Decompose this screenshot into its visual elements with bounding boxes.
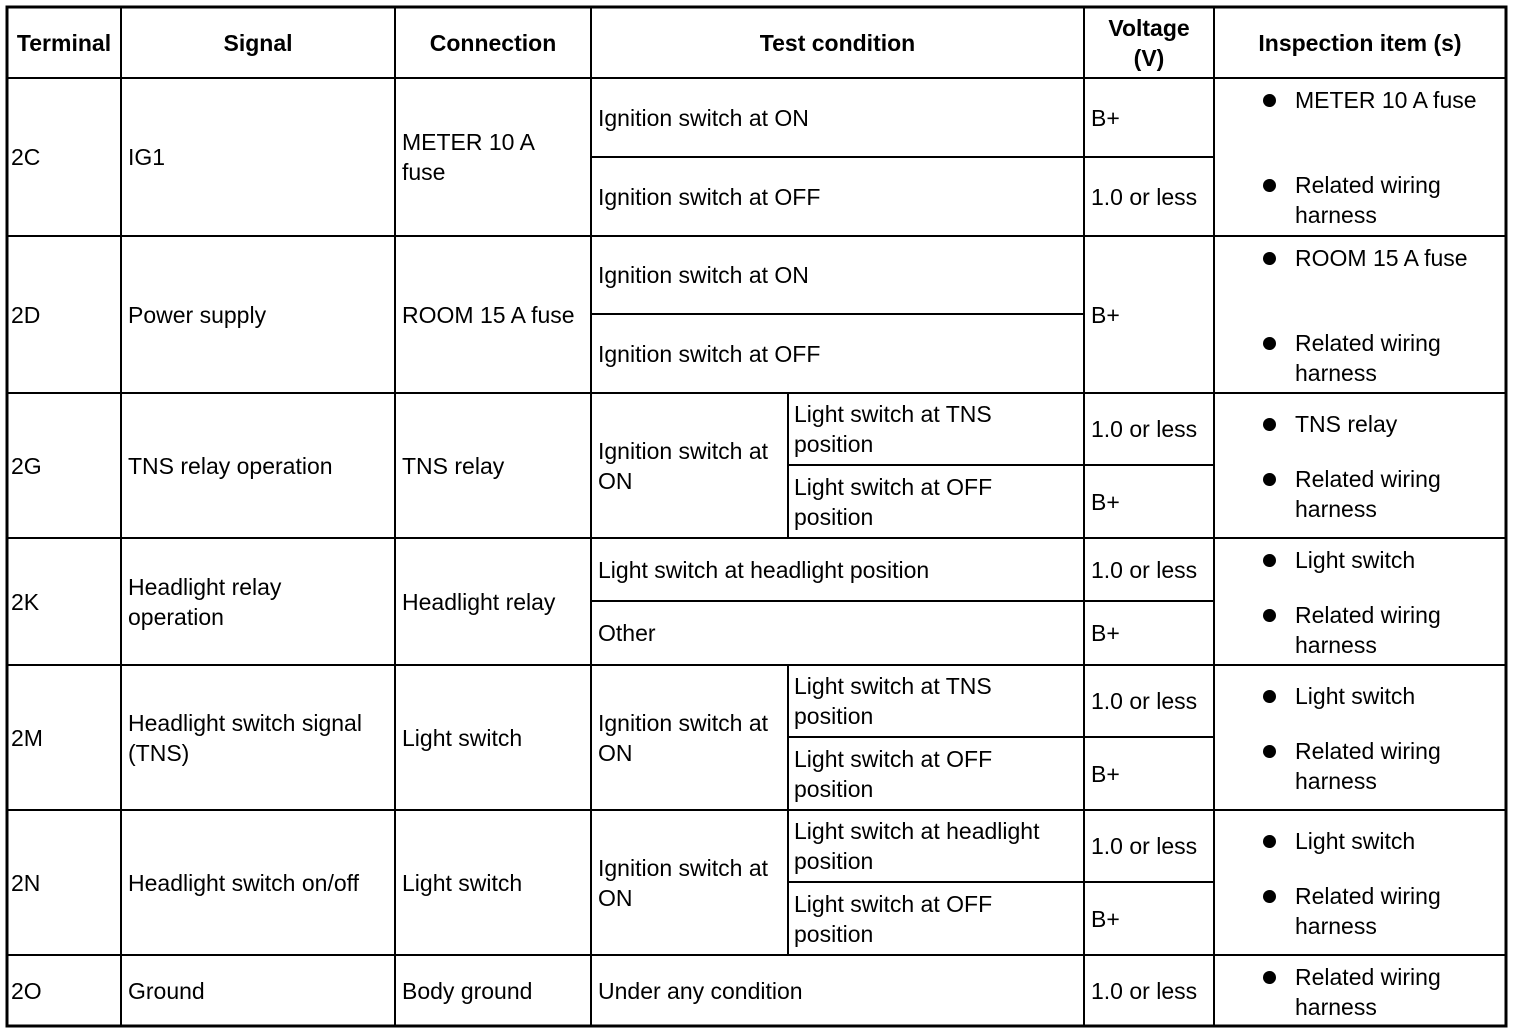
connection-cell: Body ground — [402, 977, 533, 1004]
connection-cell: TNS relay — [402, 452, 505, 479]
condition-cell: Ignition switch at OFF — [598, 183, 821, 210]
condition-sub-cell: Light switch at TNS position — [794, 673, 992, 729]
bullet-icon — [1263, 554, 1276, 567]
condition-sub-cell: Light switch at headlight position — [794, 818, 1040, 874]
terminal-cell: 2K — [11, 588, 40, 615]
condition-sub-cell: Light switch at OFF position — [794, 473, 993, 530]
inspection-text: Light switch — [1295, 683, 1416, 709]
voltage-cell: B+ — [1091, 620, 1120, 646]
bullet-icon — [1263, 179, 1276, 192]
bullet-icon — [1263, 609, 1276, 622]
inspection-list — [1216, 393, 1504, 538]
header-terminal: Terminal — [16, 30, 112, 56]
header-signal: Signal — [223, 30, 293, 56]
inspection-text: Light switch — [1295, 828, 1416, 854]
terminal-cell: 2C — [11, 144, 41, 170]
inspection-list — [1216, 236, 1504, 393]
connection-cell: Headlight relay — [402, 588, 556, 615]
header-voltage: Voltage (V) — [1108, 15, 1190, 71]
bullet-icon — [1263, 337, 1276, 350]
condition-sub-cell: Light switch at OFF position — [794, 745, 993, 802]
terminal-cell: 2G — [11, 452, 42, 479]
condition-cell: Other — [598, 620, 656, 646]
terminal-cell: 2M — [11, 724, 43, 751]
signal-cell: Power supply — [128, 301, 267, 328]
condition-sub-cell: Light switch at OFF position — [794, 890, 993, 947]
condition-main-cell: Ignition switch at ON — [598, 709, 769, 766]
voltage-cell: 1.0 or less — [1091, 977, 1198, 1004]
inspection-list — [1216, 665, 1504, 810]
signal-cell: Headlight switch signal (TNS) — [128, 709, 362, 766]
voltage-cell: B+ — [1091, 760, 1120, 787]
signal-cell: Headlight switch on/off — [128, 869, 359, 896]
bullet-icon — [1263, 745, 1276, 758]
inspection-text: Related wiring harness — [1295, 172, 1441, 228]
inspection-text: Related wiring harness — [1295, 883, 1441, 939]
inspection-list — [1216, 78, 1504, 236]
bullet-icon — [1263, 690, 1276, 703]
connection-cell: Light switch — [402, 869, 523, 896]
inspection-text: Related wiring harness — [1295, 602, 1441, 658]
bullet-icon — [1263, 473, 1276, 486]
condition-main-cell: Ignition switch at ON — [598, 854, 769, 911]
inspection-text: Related wiring harness — [1295, 964, 1441, 1020]
signal-cell: Headlight relay operation — [128, 573, 282, 630]
signal-cell: Ground — [128, 977, 205, 1004]
condition-main-cell: Ignition switch at ON — [598, 437, 769, 494]
voltage-cell: 1.0 or less — [1091, 183, 1198, 210]
connection-cell: ROOM 15 A fuse — [402, 301, 575, 328]
signal-cell: TNS relay operation — [128, 452, 333, 479]
voltage-cell: B+ — [1091, 104, 1120, 131]
condition-sub-cell: Light switch at TNS position — [794, 401, 992, 457]
condition-cell: Ignition switch at OFF — [598, 340, 821, 367]
header-connection: Connection — [429, 30, 557, 56]
inspection-list — [1216, 810, 1504, 955]
inspection-text: TNS relay — [1295, 411, 1398, 437]
voltage-cell: 1.0 or less — [1091, 688, 1198, 714]
header-inspection: Inspection item (s) — [1258, 30, 1462, 56]
signal-cell: IG1 — [128, 144, 166, 170]
voltage-cell: B+ — [1091, 488, 1120, 515]
inspection-text: METER 10 A fuse — [1295, 87, 1477, 113]
voltage-cell: B+ — [1091, 905, 1120, 932]
bullet-icon — [1263, 835, 1276, 848]
inspection-list — [1216, 955, 1504, 1026]
voltage-cell: 1.0 or less — [1091, 416, 1198, 442]
condition-cell: Ignition switch at ON — [598, 104, 809, 131]
condition-cell: Light switch at headlight position — [598, 556, 930, 583]
inspection-text: ROOM 15 A fuse — [1295, 245, 1468, 271]
bullet-icon — [1263, 94, 1276, 107]
inspection-list — [1216, 538, 1504, 665]
condition-cell: Ignition switch at ON — [598, 262, 809, 288]
terminal-cell: 2N — [11, 869, 41, 896]
connection-cell: Light switch — [402, 724, 523, 751]
bullet-icon — [1263, 252, 1276, 265]
terminal-cell: 2D — [11, 301, 41, 328]
voltage-cell: 1.0 or less — [1091, 833, 1198, 859]
bullet-icon — [1263, 890, 1276, 903]
inspection-text: Related wiring harness — [1295, 466, 1441, 522]
condition-cell: Under any condition — [598, 977, 803, 1004]
inspection-text: Light switch — [1295, 547, 1416, 573]
inspection-text: Related wiring harness — [1295, 330, 1441, 386]
voltage-cell: 1.0 or less — [1091, 556, 1198, 583]
connection-cell: METER 10 A fuse — [402, 129, 534, 185]
inspection-text: Related wiring harness — [1295, 738, 1441, 794]
terminal-cell: 2O — [11, 977, 42, 1004]
bullet-icon — [1263, 971, 1276, 984]
bullet-icon — [1263, 418, 1276, 431]
voltage-cell: B+ — [1091, 301, 1120, 328]
header-test-condition: Test condition — [759, 30, 916, 56]
